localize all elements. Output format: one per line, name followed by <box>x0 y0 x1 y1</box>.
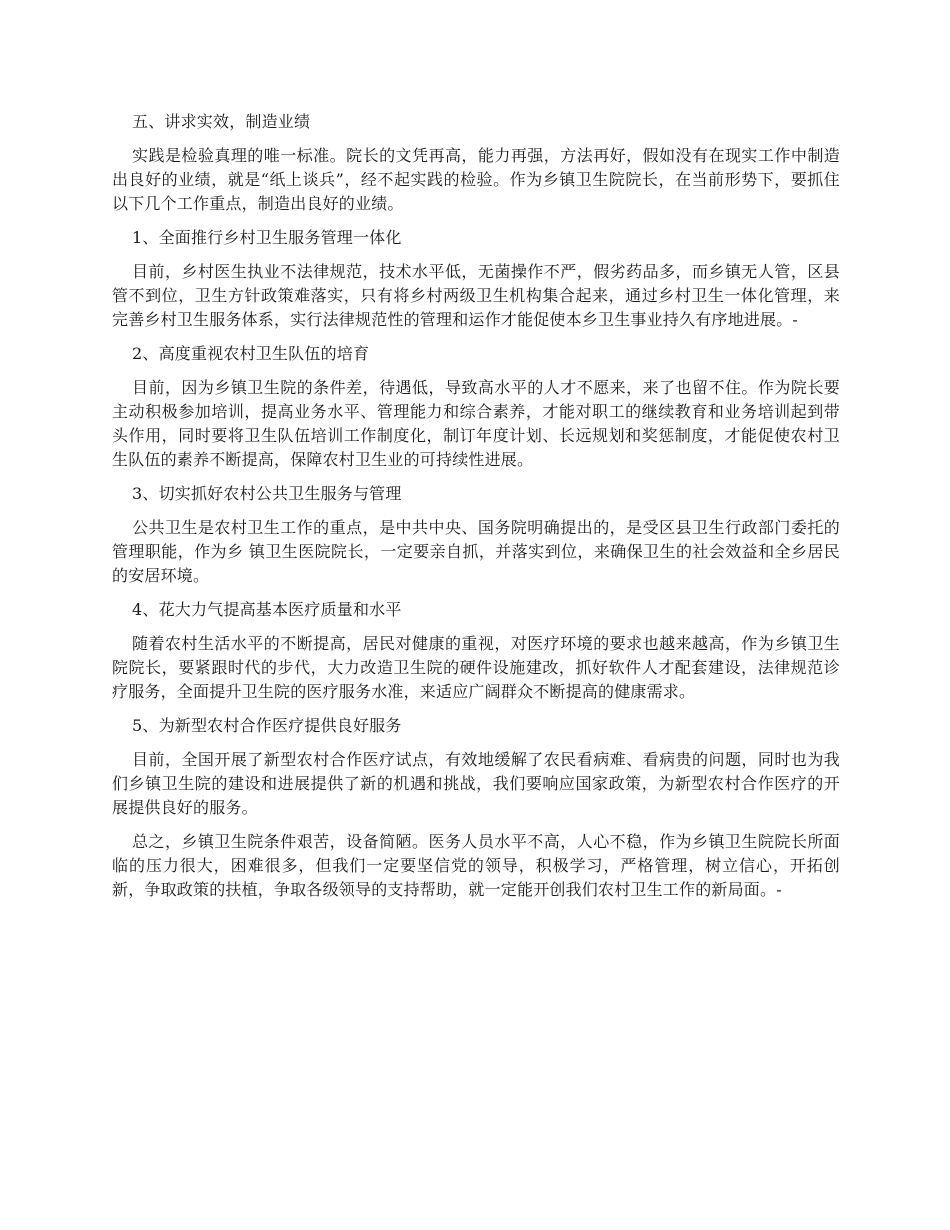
subheading-2: 2、高度重视农村卫生队伍的培育 <box>132 344 370 363</box>
paragraph-5: 目前，全国开展了新型农村合作医疗试点，有效地缓解了农民看病难、看病贵的问题，同时也为我们乡镇卫生院的建设和进展提供了新的机遇和挑战，我们要响应国家政策，为新型农村合作医疗的开展提供良好的服务。 <box>112 750 840 817</box>
subheading-3: 3、切实抓好农村公共卫生服务与管理 <box>132 484 402 503</box>
subheading-1: 1、全面推行乡村卫生服务管理一体化 <box>132 228 402 247</box>
section-heading-5: 五、讲求实效，制造业绩 <box>132 112 311 131</box>
paragraph-4: 随着农村生活水平的不断提高，居民对健康的重视，对医疗环境的要求也越来越高，作为乡镇卫生院院长，要紧跟时代的步代，大力改造卫生院的硬件设施建改，抓好软件人才配套建设，法律规范诊疗服务，全面提升卫生院的医疗服务水准，来适应广阔群众不断提高的健康需求。 <box>112 634 840 701</box>
subheading-5: 5、为新型农村合作医疗提供良好服务 <box>132 716 402 735</box>
paragraph-conclusion: 总之，乡镇卫生院条件艰苦，设备简陋。医务人员水平不高，人心不稳，作为乡镇卫生院院长所面临的压力很大，困难很多，但我们一定要坚信党的领导，积极学习，严格管理，树立信心，开拓创新，争取政策的扶植，争取各级领导的支持帮助，就一定能开创我们农村卫生工作的新局面。- <box>112 832 840 899</box>
subheading-4: 4、花大力气提高基本医疗质量和水平 <box>132 600 402 619</box>
paragraph-3: 公共卫生是农村卫生工作的重点，是中共中央、国务院明确提出的，是受区县卫生行政部门委托的管理职能，作为乡 镇卫生医院院长，一定要亲自抓，并落实到位，来确保卫生的社会效益和全乡居民的安居环境。 <box>112 518 840 585</box>
paragraph-1: 目前，乡村医生执业不法律规范，技术水平低，无菌操作不严，假劣药品多，而乡镇无人管，区县管不到位，卫生方针政策难落实，只有将乡村两级卫生机构集合起来，通过乡村卫生一体化管理，来完善乡村卫生服务体系，实行法律规范性的管理和运作才能促使本乡卫生事业持久有序地进展。- <box>112 262 840 329</box>
paragraph-2: 目前，因为乡镇卫生院的条件差，待遇低，导致高水平的人才不愿来，来了也留不住。作为院长要主动积极参加培训，提高业务水平、管理能力和综合素养，才能对职工的继续教育和业务培训起到带头作用，同时要将卫生队伍培训工作制度化，制订年度计划、长远规划和奖惩制度，才能促使农村卫生队伍的素养不断提高，保障农村卫生业的可持续性进展。 <box>112 378 840 469</box>
paragraph-intro: 实践是检验真理的唯一标准。院长的文凭再高，能力再强，方法再好，假如没有在现实工作中制造出良好的业绩，就是“纸上谈兵”，经不起实践的检验。作为乡镇卫生院院长，在当前形势下，要抓住以下几个工作重点，制造出良好的业绩。 <box>112 146 840 213</box>
